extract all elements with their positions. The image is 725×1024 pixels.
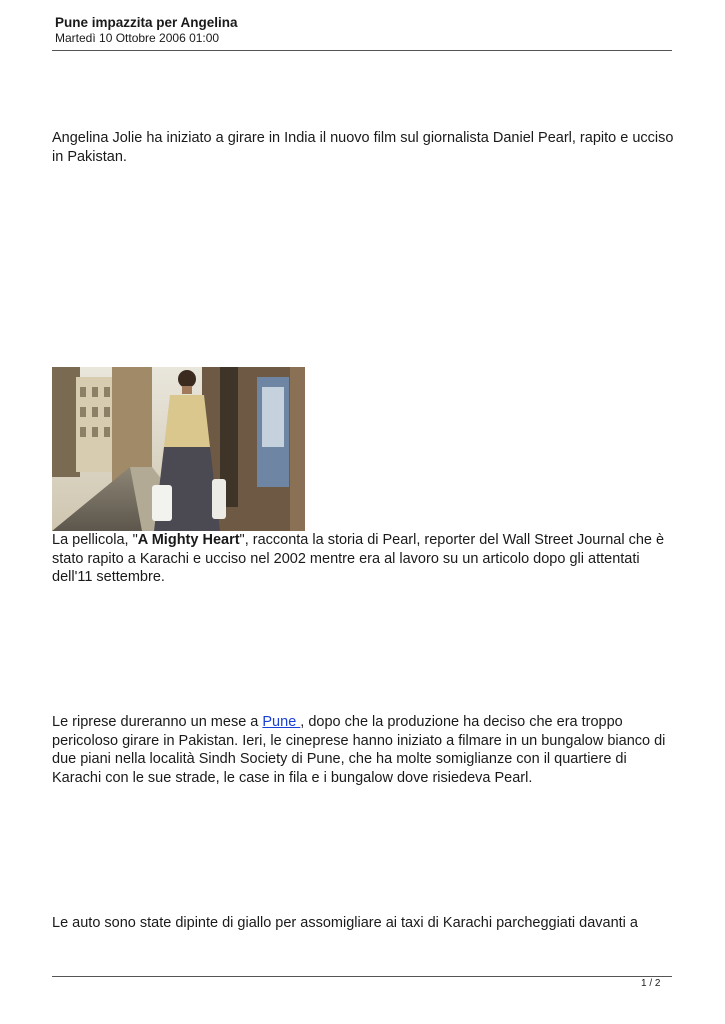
footer-divider [52,976,672,977]
paragraph-text-end: ", racconta la storia di Pearl, reporter del Wall Street Journal che è stato rapito a Karachi e ucciso nel 2002 mentre era al lavoro su un articolo dopo gli attentati dell'11 settembre. [52,532,665,585]
paragraph-text-end: , dopo che la produzione ha deciso che era troppo pericoloso girare in Pakistan. Ieri, le cineprese hanno iniziato a filmare in un bungalow bianco di due piani nella località Sindh Society di Pune, che ha molte somiglianze con il quartiere di Karachi con le sue strade, le case in fila e i bungalow dove risiedeva Pearl. [52,714,666,786]
article-date: Martedì 10 Ottobre 2006 01:00 [55,31,220,45]
paragraph-text-start: La pellicola, " [52,532,138,548]
paragraph-text-start: Le riprese dureranno un mese a [52,714,263,730]
paragraph-film-story [52,531,677,587]
paragraph-intro: Angelina Jolie ha iniziato a girare in India il nuovo film sul giornalista Daniel Pearl, rapito e ucciso in Pakistan. [52,130,674,165]
header-divider [52,50,672,51]
paragraph-cars: Le auto sono state dipinte di giallo per assomigliare ai taxi di Karachi parcheggiati davanti a [52,915,638,931]
paragraph-filming [52,713,677,787]
page-number: 1 / 2 [641,978,661,989]
pune-link[interactable]: Pune [262,714,301,730]
article-title: Pune impazzita per Angelina [55,15,238,30]
film-title-bold: A Mighty Heart [137,532,240,548]
document-header [55,15,238,46]
street-photo [52,367,305,531]
